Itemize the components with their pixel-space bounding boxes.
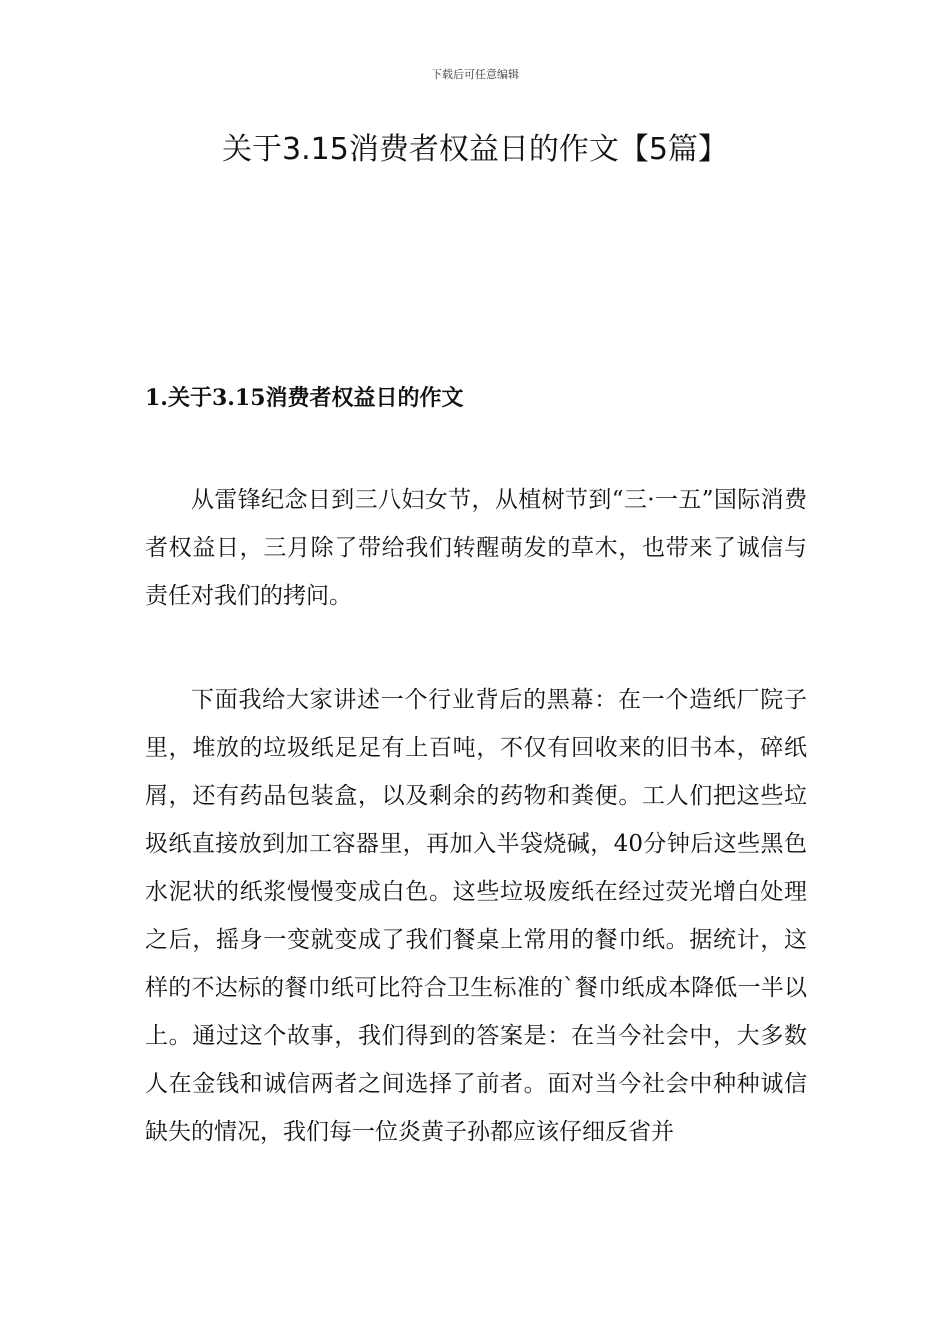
- document-title: 关于3.15消费者权益日的作文【5篇】: [222, 132, 728, 167]
- paragraph-1: 从雷锋纪念日到三八妇女节，从植树节到“三·一五”国际消费者权益日，三月除了带给我们转醒萌发的草木，也带来了诚信与责任对我们的拷问。: [145, 487, 807, 609]
- paragraph-2: 下面我给大家讲述一个行业背后的黑幕：在一个造纸厂院子里，堆放的垃圾纸足足有上百吨，不仅有回收来的旧书本，碎纸屑，还有药品包装盒，以及剩余的药物和粪便。工人们把这些垃圾纸直接放到加工容器里，再加入半袋烧碱，40分钟后这些黑色水泥状的纸浆慢慢变成白色。这些垃圾废纸在经过荧光增白处理之后，摇身一变就变成了我们餐桌上常用的餐巾纸。据统计，这样的不达标的餐巾纸可比符合卫生标准的`餐巾纸成本降低一半以上。通过这个故事，我们得到的答案是：在当今社会中，大多数人在金钱和诚信两者之间选择了前者。面对当今社会中种种诚信缺失的情况，我们每一位炎黄子孙都应该仔细反省并: [145, 687, 807, 1145]
- section-heading: 1.关于3.15消费者权益日的作文: [145, 385, 464, 411]
- header-note: 下载后可任意编辑: [431, 68, 519, 81]
